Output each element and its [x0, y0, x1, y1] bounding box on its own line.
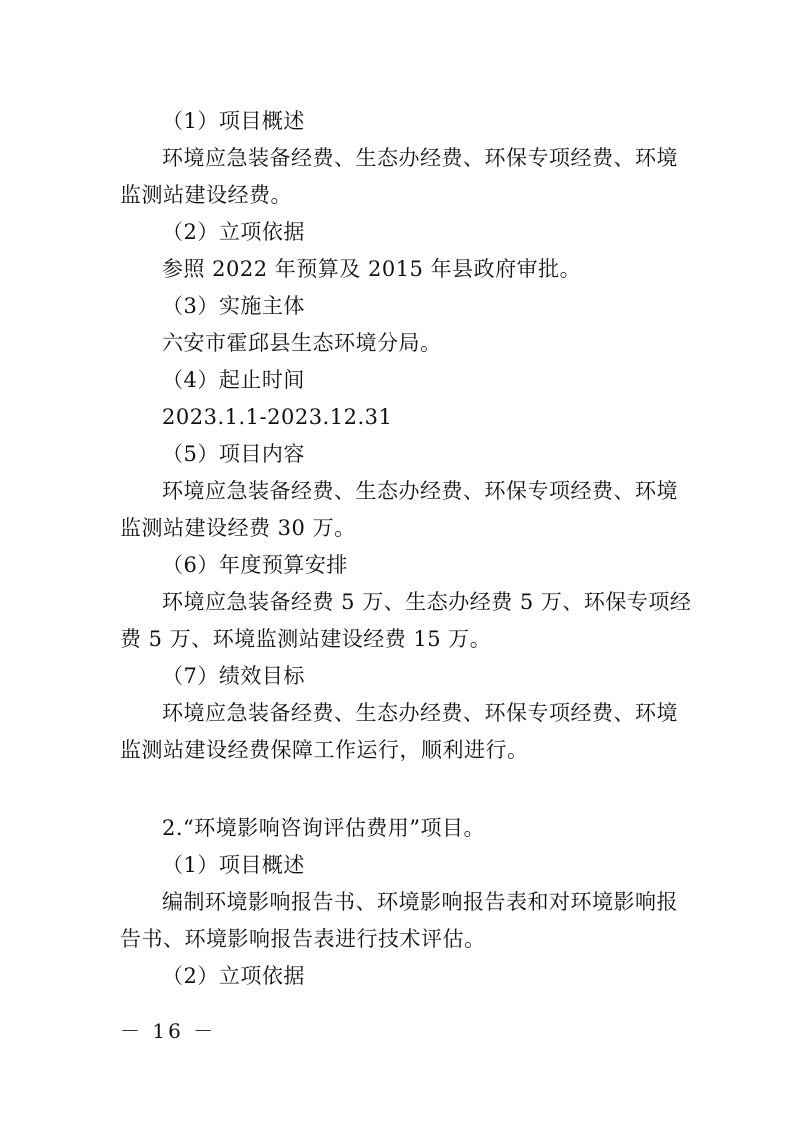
paragraph-line: 环境应急装备经费 5 万、生态办经费 5 万、环保专项经	[162, 590, 692, 614]
paragraph-line: 监测站建设经费 30 万。	[120, 516, 356, 540]
paragraph-line: 编制环境影响报告书、环境影响报告表和对环境影响报	[162, 890, 678, 914]
paragraph-line: 环境应急装备经费、生态办经费、环保专项经费、环境	[162, 479, 678, 503]
heading-duration: （4）起止时间	[162, 368, 305, 392]
section-title: 2.“环境影响咨询评估费用”项目。	[162, 816, 486, 840]
paragraph-line: 参照 2022 年预算及 2015 年县政府审批。	[162, 257, 582, 281]
paragraph-line: 告书、环境影响报告表进行技术评估。	[120, 927, 486, 951]
paragraph-line: 监测站建设经费保障工作运行，顺利进行。	[120, 738, 529, 762]
paragraph-line: 环境应急装备经费、生态办经费、环保专项经费、环境	[162, 701, 678, 725]
heading-basis: （2）立项依据	[162, 220, 305, 244]
paragraph-line: 环境应急装备经费、生态办经费、环保专项经费、环境	[162, 146, 678, 170]
heading-annual-budget: （6）年度预算安排	[162, 553, 348, 577]
paragraph-line: 费 5 万、环境监测站建设经费 15 万。	[120, 627, 492, 651]
heading-basis: （2）立项依据	[162, 964, 305, 988]
heading-project-overview: （1）项目概述	[162, 853, 305, 877]
heading-performance-goal: （7）绩效目标	[162, 664, 305, 688]
paragraph-line: 六安市霍邱县生态环境分局。	[162, 331, 442, 355]
heading-content: （5）项目内容	[162, 442, 305, 466]
heading-implementer: （3）实施主体	[162, 294, 305, 318]
paragraph-line: 监测站建设经费。	[120, 183, 292, 207]
heading-project-overview: （1）项目概述	[162, 109, 305, 133]
page-number: － 16 －	[120, 1019, 217, 1043]
paragraph-line: 2023.1.1-2023.12.31	[162, 405, 393, 429]
